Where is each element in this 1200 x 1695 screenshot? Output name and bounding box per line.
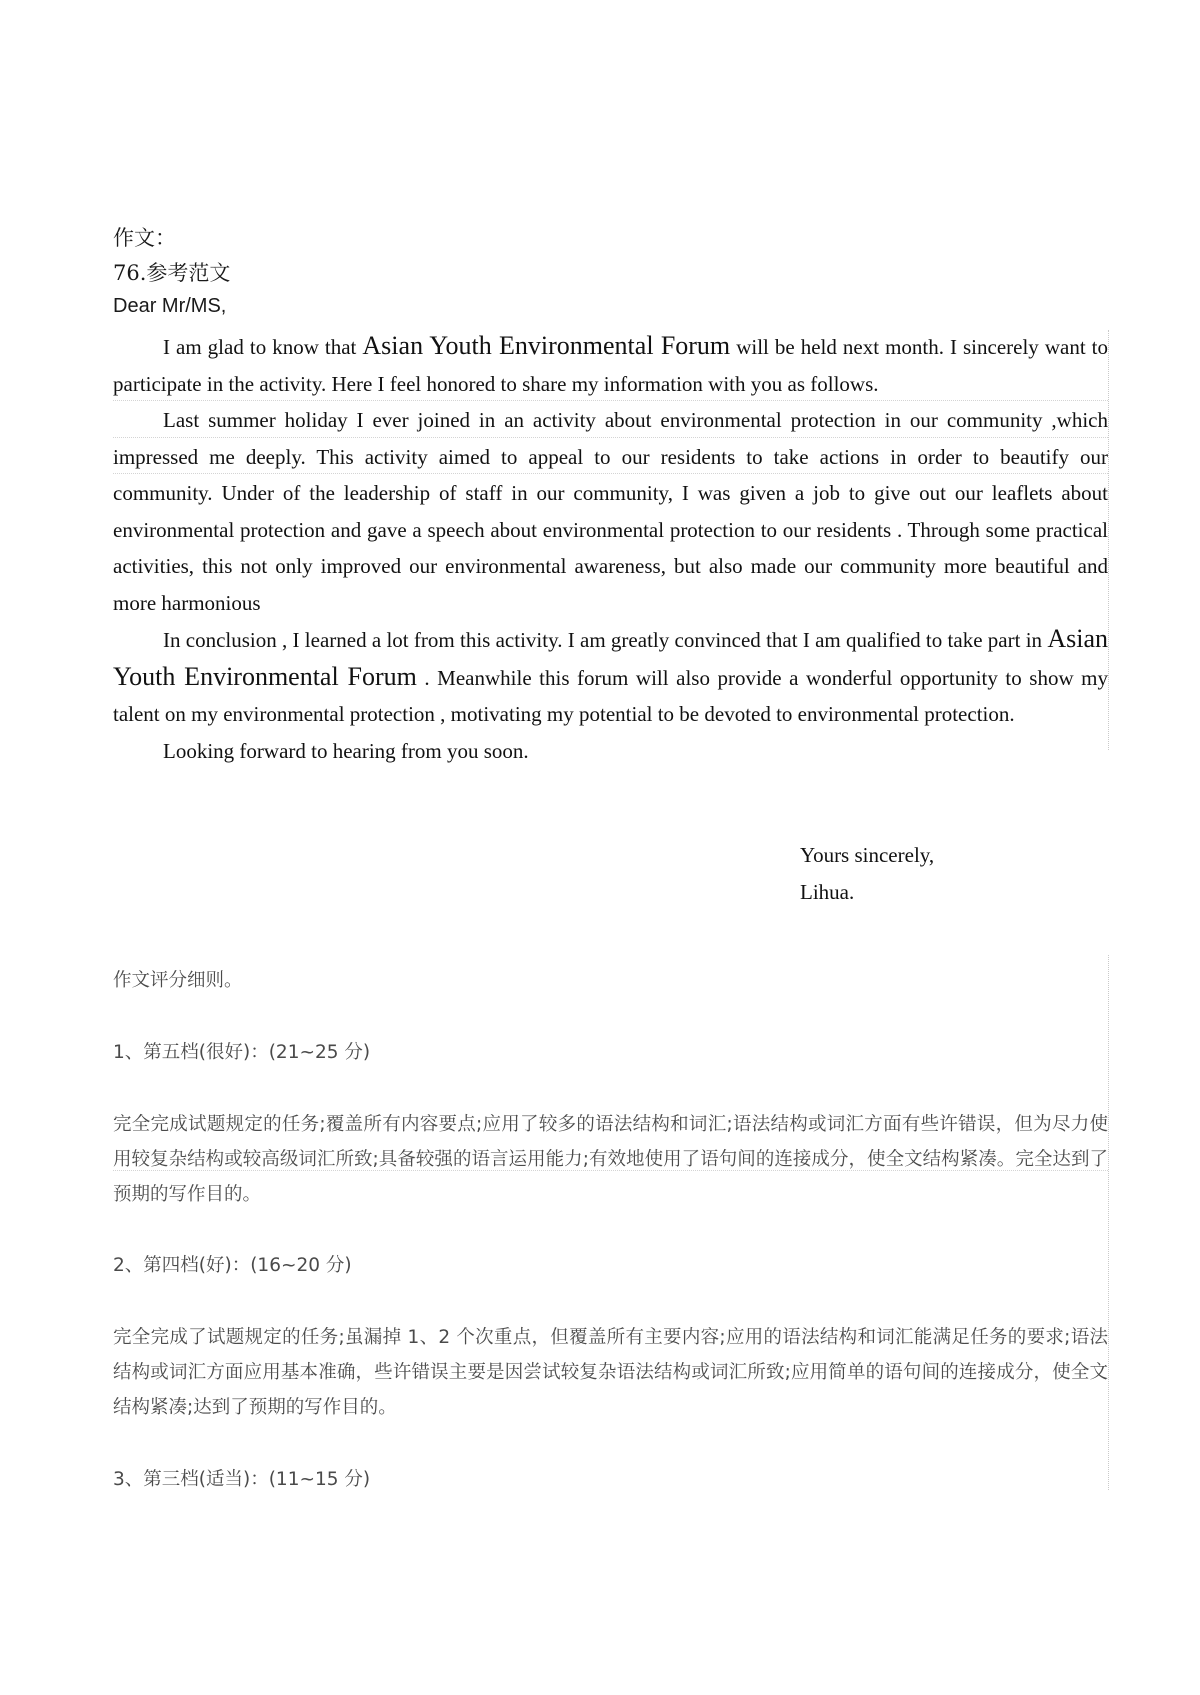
rubric-level-5-text: 完全完成试题规定的任务;覆盖所有内容要点;应用了较多的语法结构和词汇;语法结构或词汇方面有些许错误，但为尽力使用较复杂结构或较高级词汇所致;具备较强的语言运用能力;有效地使用了语句间的连接成分，使全文结构紧凑。完全达到了预期的写作目的。: [113, 1114, 1108, 1205]
letter-paragraph-3: In conclusion , I learned a lot from this activity. I am greatly convinced that I am qualified to take part in Asian Youth Environmental Forum . Meanwhile this forum will also provide a wonderful opportunity to show my talent on my environmental protection , motivating my potential to be devoted to environmental protection.: [113, 624, 1108, 726]
rubric-level-5-heading: 1、第五档(很好)：(21~25 分): [113, 1042, 371, 1063]
item-title: 76.参考范文: [113, 261, 231, 285]
forum-name: Asian Youth Environmental Forum: [113, 624, 1108, 691]
rubric-level-3-heading: 3、第三档(适当)：(11~15 分): [113, 1469, 371, 1490]
letter-salutation: Dear Mr/MS,: [113, 295, 227, 317]
table-border-right: [1108, 330, 1109, 750]
section-title: 作文：: [113, 226, 176, 250]
forum-name: Asian Youth Environmental Forum: [362, 331, 731, 360]
letter-paragraph-1: I am glad to know that Asian Youth Environmental Forum will be held next month. I sincerely want to participate in the activity. Here I feel honored to share my information with you as follows.: [113, 331, 1109, 396]
letter-body: [113, 328, 1108, 769]
letter-paragraph-4: Looking forward to hearing from you soon.: [163, 738, 529, 763]
letter-closing: Yours sincerely,: [800, 843, 935, 867]
table-border-right: [1108, 955, 1109, 1490]
rubric-level-4-heading: 2、第四档(好)：(16~20 分): [113, 1255, 352, 1276]
rubric-title: 作文评分细则。: [113, 970, 243, 991]
letter-paragraph-2: Last summer holiday I ever joined in an activity about environmental protection in our community ,which impressed me deeply. This activity aimed to appeal to our residents to take actions in order to beautify our community. Under of the leadership of staff in our community, I was given a job to give out our leaflets about environmental protection and gave a speech about environmental protection to our residents . Through some practical activities, this not only improved our environmental awareness, but also made our community more beautiful and more harmonious: [113, 408, 1108, 615]
rubric-level-4-text: 完全完成了试题规定的任务;虽漏掉 1、2 个次重点，但覆盖所有主要内容;应用的语法结构和词汇能满足任务的要求;语法结构或词汇方面应用基本准确，些许错误主要是因尝试较复杂语法结构或词汇所致;应用简单的语句间的连接成分，使全文结构紧凑;达到了预期的写作目的。: [113, 1327, 1108, 1418]
letter-signature: Lihua.: [800, 880, 855, 904]
